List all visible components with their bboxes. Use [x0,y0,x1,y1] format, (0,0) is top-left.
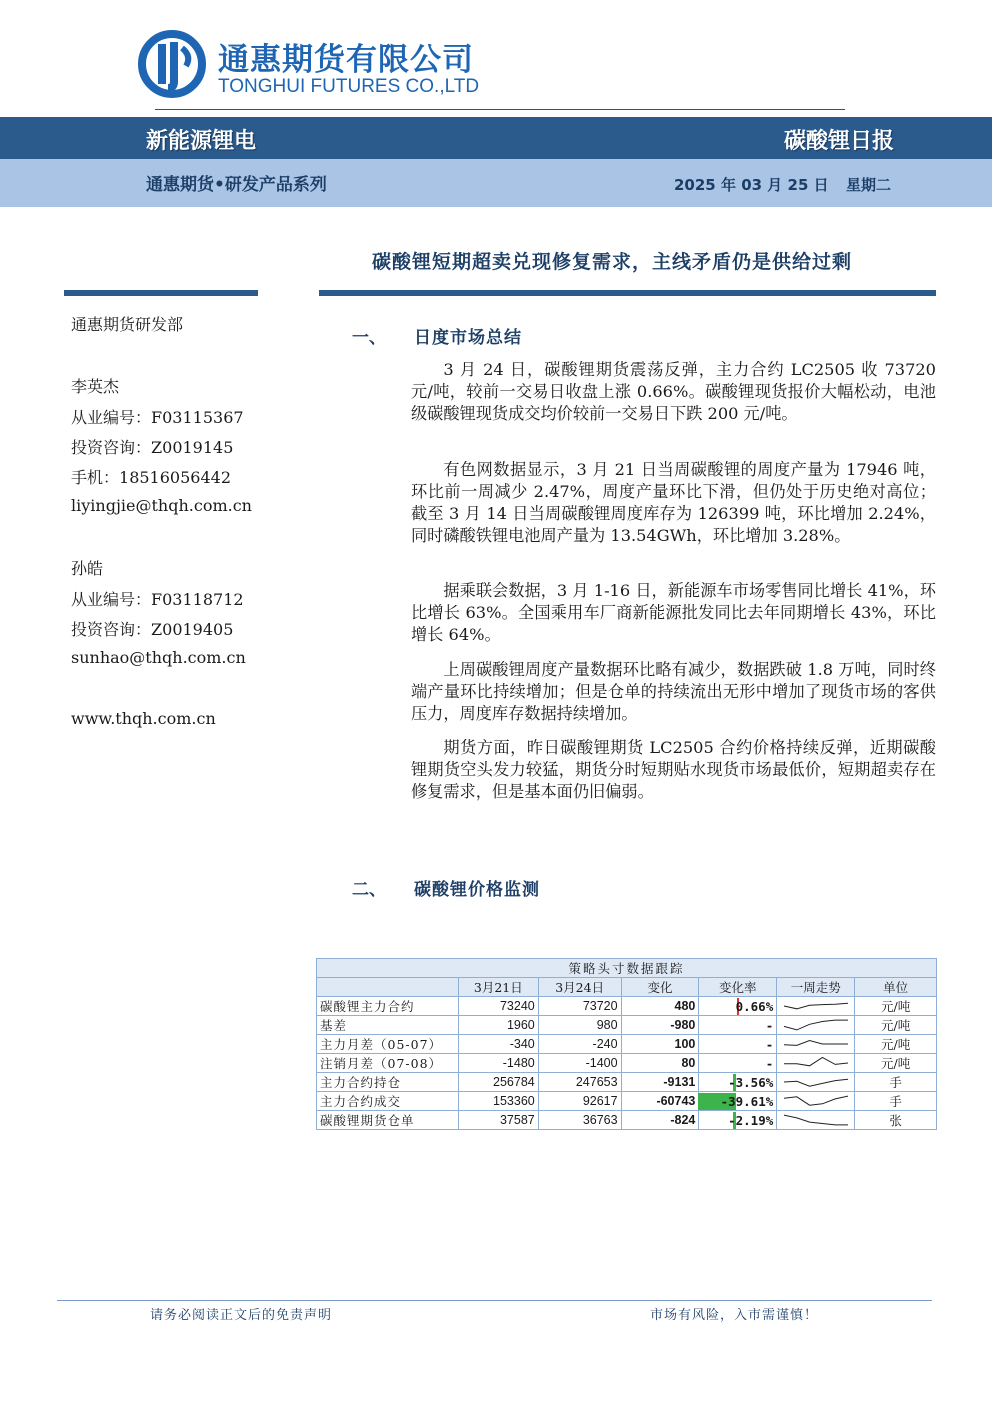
value-curr: 980 [538,1016,621,1035]
analyst-consult-id: 投资咨询：Z0019145 [71,438,234,457]
headline-rule [319,290,936,296]
table-row [317,1073,937,1092]
value-prev: -340 [458,1035,538,1054]
sparkline-line [784,1020,848,1030]
row-label: 主力合约持仓 [317,1073,459,1092]
report-weekday: 星期二 [846,176,892,194]
value-change: 100 [621,1035,699,1054]
sparkline-svg [780,997,852,1015]
row-label: 基差 [317,1016,459,1035]
change-rate-text: -2.19% [728,1112,774,1128]
company-logo [138,30,498,102]
analyst-phone: 手机：18516056442 [71,468,231,487]
sparkline-line [784,1003,848,1009]
report-category: 新能源锂电 [146,129,257,154]
sparkline-svg [780,1035,852,1053]
report-headline: 碳酸锂短期超卖兑现修复需求，主线矛盾仍是供给过剩 [372,251,853,273]
value-curr: 92617 [538,1092,621,1111]
value-curr: -240 [538,1035,621,1054]
value-change-rate [699,1073,777,1092]
table-header-cell: 变化 [621,978,699,997]
footer-divider [57,1300,932,1301]
sparkline-line [784,1115,848,1125]
sparkline-line [784,1041,848,1046]
analyst-name: 李英杰 [71,377,120,396]
value-unit: 元/吨 [855,1035,937,1054]
sparkline-svg [780,1073,852,1091]
value-unit: 张 [855,1111,937,1130]
section-title: 碳酸锂价格监测 [414,880,540,900]
section-number: 二、 [352,880,386,900]
change-rate-text: - [765,1055,774,1071]
table-row [317,997,937,1016]
change-rate-text: -3.56% [728,1074,774,1090]
row-label: 碳酸锂主力合约 [317,997,459,1016]
value-prev: -1480 [458,1054,538,1073]
value-change-rate [699,1092,777,1111]
row-label: 碳酸锂期货仓单 [317,1111,459,1130]
analyst-email[interactable]: liyingjie@thqh.com.cn [71,496,252,515]
value-change: -980 [621,1016,699,1035]
disclaimer-note: 请务必阅读正文后的免责声明 [150,1308,333,1323]
analyst-license: 从业编号：F03118712 [71,590,244,609]
value-change: 480 [621,997,699,1016]
table-header-cell: 3月21日 [458,978,538,997]
table-row [317,1035,937,1054]
value-change: -9131 [621,1073,699,1092]
table-row [317,1054,937,1073]
table-header-cell: 3月24日 [538,978,621,997]
research-dept: 通惠期货研发部 [71,315,184,334]
table-row [317,1111,937,1130]
value-curr: 247653 [538,1073,621,1092]
value-change-rate [699,997,777,1016]
weekly-trend-sparkline [777,1092,855,1111]
table-header-cell: 单位 [855,978,937,997]
value-prev: 73240 [458,997,538,1016]
value-prev: 37587 [458,1111,538,1130]
value-unit: 元/吨 [855,1016,937,1035]
change-rate-text: -39.61% [720,1093,774,1109]
weekly-trend-sparkline [777,1035,855,1054]
sparkline-line [784,1057,848,1065]
sparkline-line [784,1096,848,1105]
weekly-trend-sparkline [777,1054,855,1073]
change-rate-text: 0.66% [735,998,774,1014]
risk-note: 市场有风险，入市需谨慎！ [649,1308,818,1323]
weekly-trend-sparkline [777,1111,855,1130]
value-unit: 手 [855,1092,937,1111]
summary-paragraph: 上周碳酸锂周度产量数据环比略有减少，数据跌破 1.8 万吨，同时终端产量环比持续增加；但是仓单的持续流出无形中增加了现货市场的客供压力，周度库存数据持续增加。 [411,660,936,723]
row-label: 注销月差（07-08） [317,1054,459,1073]
section-number: 一、 [352,328,386,348]
table-row [317,1016,937,1035]
value-change-rate [699,1035,777,1054]
value-change: 80 [621,1054,699,1073]
weekly-trend-sparkline [777,1073,855,1092]
table-header-row [317,978,937,997]
analyst-consult-id: 投资咨询：Z0019405 [71,620,234,639]
analyst-name: 孙皓 [71,559,104,578]
report-date: 2025 年 03 月 25 日 [674,176,829,194]
website-link[interactable]: www.thqh.com.cn [71,709,216,728]
change-rate-text: - [765,1017,774,1033]
value-unit: 元/吨 [855,997,937,1016]
summary-paragraph: 3 月 24 日，碳酸锂期货震荡反弹，主力合约 LC2505 收 73720 元/吨，较前一交易日收盘上涨 0.66%。碳酸锂现货报价大幅松动，电池级碳酸锂现货成交均价较前一交易日下跌 200 元/吨。 [411,360,936,423]
analyst-license: 从业编号：F03115367 [71,408,244,427]
summary-paragraph: 据乘联会数据，3 月 1-16 日，新能源车市场零售同比增长 41%，环比增长 63%。全国乘用车厂商新能源批发同比去年同期增长 43%，环比增长 64%。 [411,581,936,644]
company-name-en: TONGHUI FUTURES CO.,LTD [218,76,480,97]
table-caption: 策略头寸数据跟踪 [317,959,937,978]
weekly-trend-sparkline [777,1016,855,1035]
table-header-cell: 一周走势 [777,978,855,997]
value-change: -60743 [621,1092,699,1111]
value-curr: 36763 [538,1111,621,1130]
sparkline-svg [780,1111,852,1129]
value-prev: 1960 [458,1016,538,1035]
value-prev: 256784 [458,1073,538,1092]
summary-paragraph: 期货方面，昨日碳酸锂期货 LC2505 合约价格持续反弹，近期碳酸锂期货空头发力较猛，期货分时短期贴水现货市场最低价，短期超卖存在修复需求，但是基本面仍旧偏弱。 [411,738,936,801]
value-unit: 元/吨 [855,1054,937,1073]
value-change: -824 [621,1111,699,1130]
report-name: 碳酸锂日报 [783,129,894,154]
value-change-rate [699,1111,777,1130]
value-curr: -1400 [538,1054,621,1073]
value-change-rate [699,1016,777,1035]
sparkline-svg [780,1054,852,1072]
table-header-cell [317,978,459,997]
analyst-email[interactable]: sunhao@thqh.com.cn [71,648,246,667]
report-series: 通惠期货•研发产品系列 [146,175,327,195]
table-header-cell: 变化率 [699,978,777,997]
company-logo-mark-icon [138,30,206,98]
value-curr: 73720 [538,997,621,1016]
change-rate-text: - [765,1036,774,1052]
sparkline-line [784,1079,848,1086]
sparkline-svg [780,1016,852,1034]
summary-paragraph: 有色网数据显示，3 月 21 日当周碳酸锂的周度产量为 17946 吨，环比前一周减少 2.47%，周度产量环比下滑，但仍处于历史绝对高位；截至 3 月 14 日当周碳酸锂周度库存为 126399 吨，环比增加 2.24%，同时磷酸铁锂电池周产量为 13.54GWh，环比增加 3.28%。 [411,460,936,545]
value-change-rate [699,1054,777,1073]
header-divider [155,109,845,110]
row-label: 主力合约成交 [317,1092,459,1111]
table-row [317,1092,937,1111]
row-label: 主力月差（05-07） [317,1035,459,1054]
sidebar-top-rule [64,290,258,296]
sparkline-svg [780,1092,852,1110]
value-prev: 153360 [458,1092,538,1111]
price-monitor-table [316,958,937,1130]
weekly-trend-sparkline [777,997,855,1016]
company-name-cn: 通惠期货有限公司 [218,42,474,78]
section-title: 日度市场总结 [414,328,522,348]
value-unit: 手 [855,1073,937,1092]
